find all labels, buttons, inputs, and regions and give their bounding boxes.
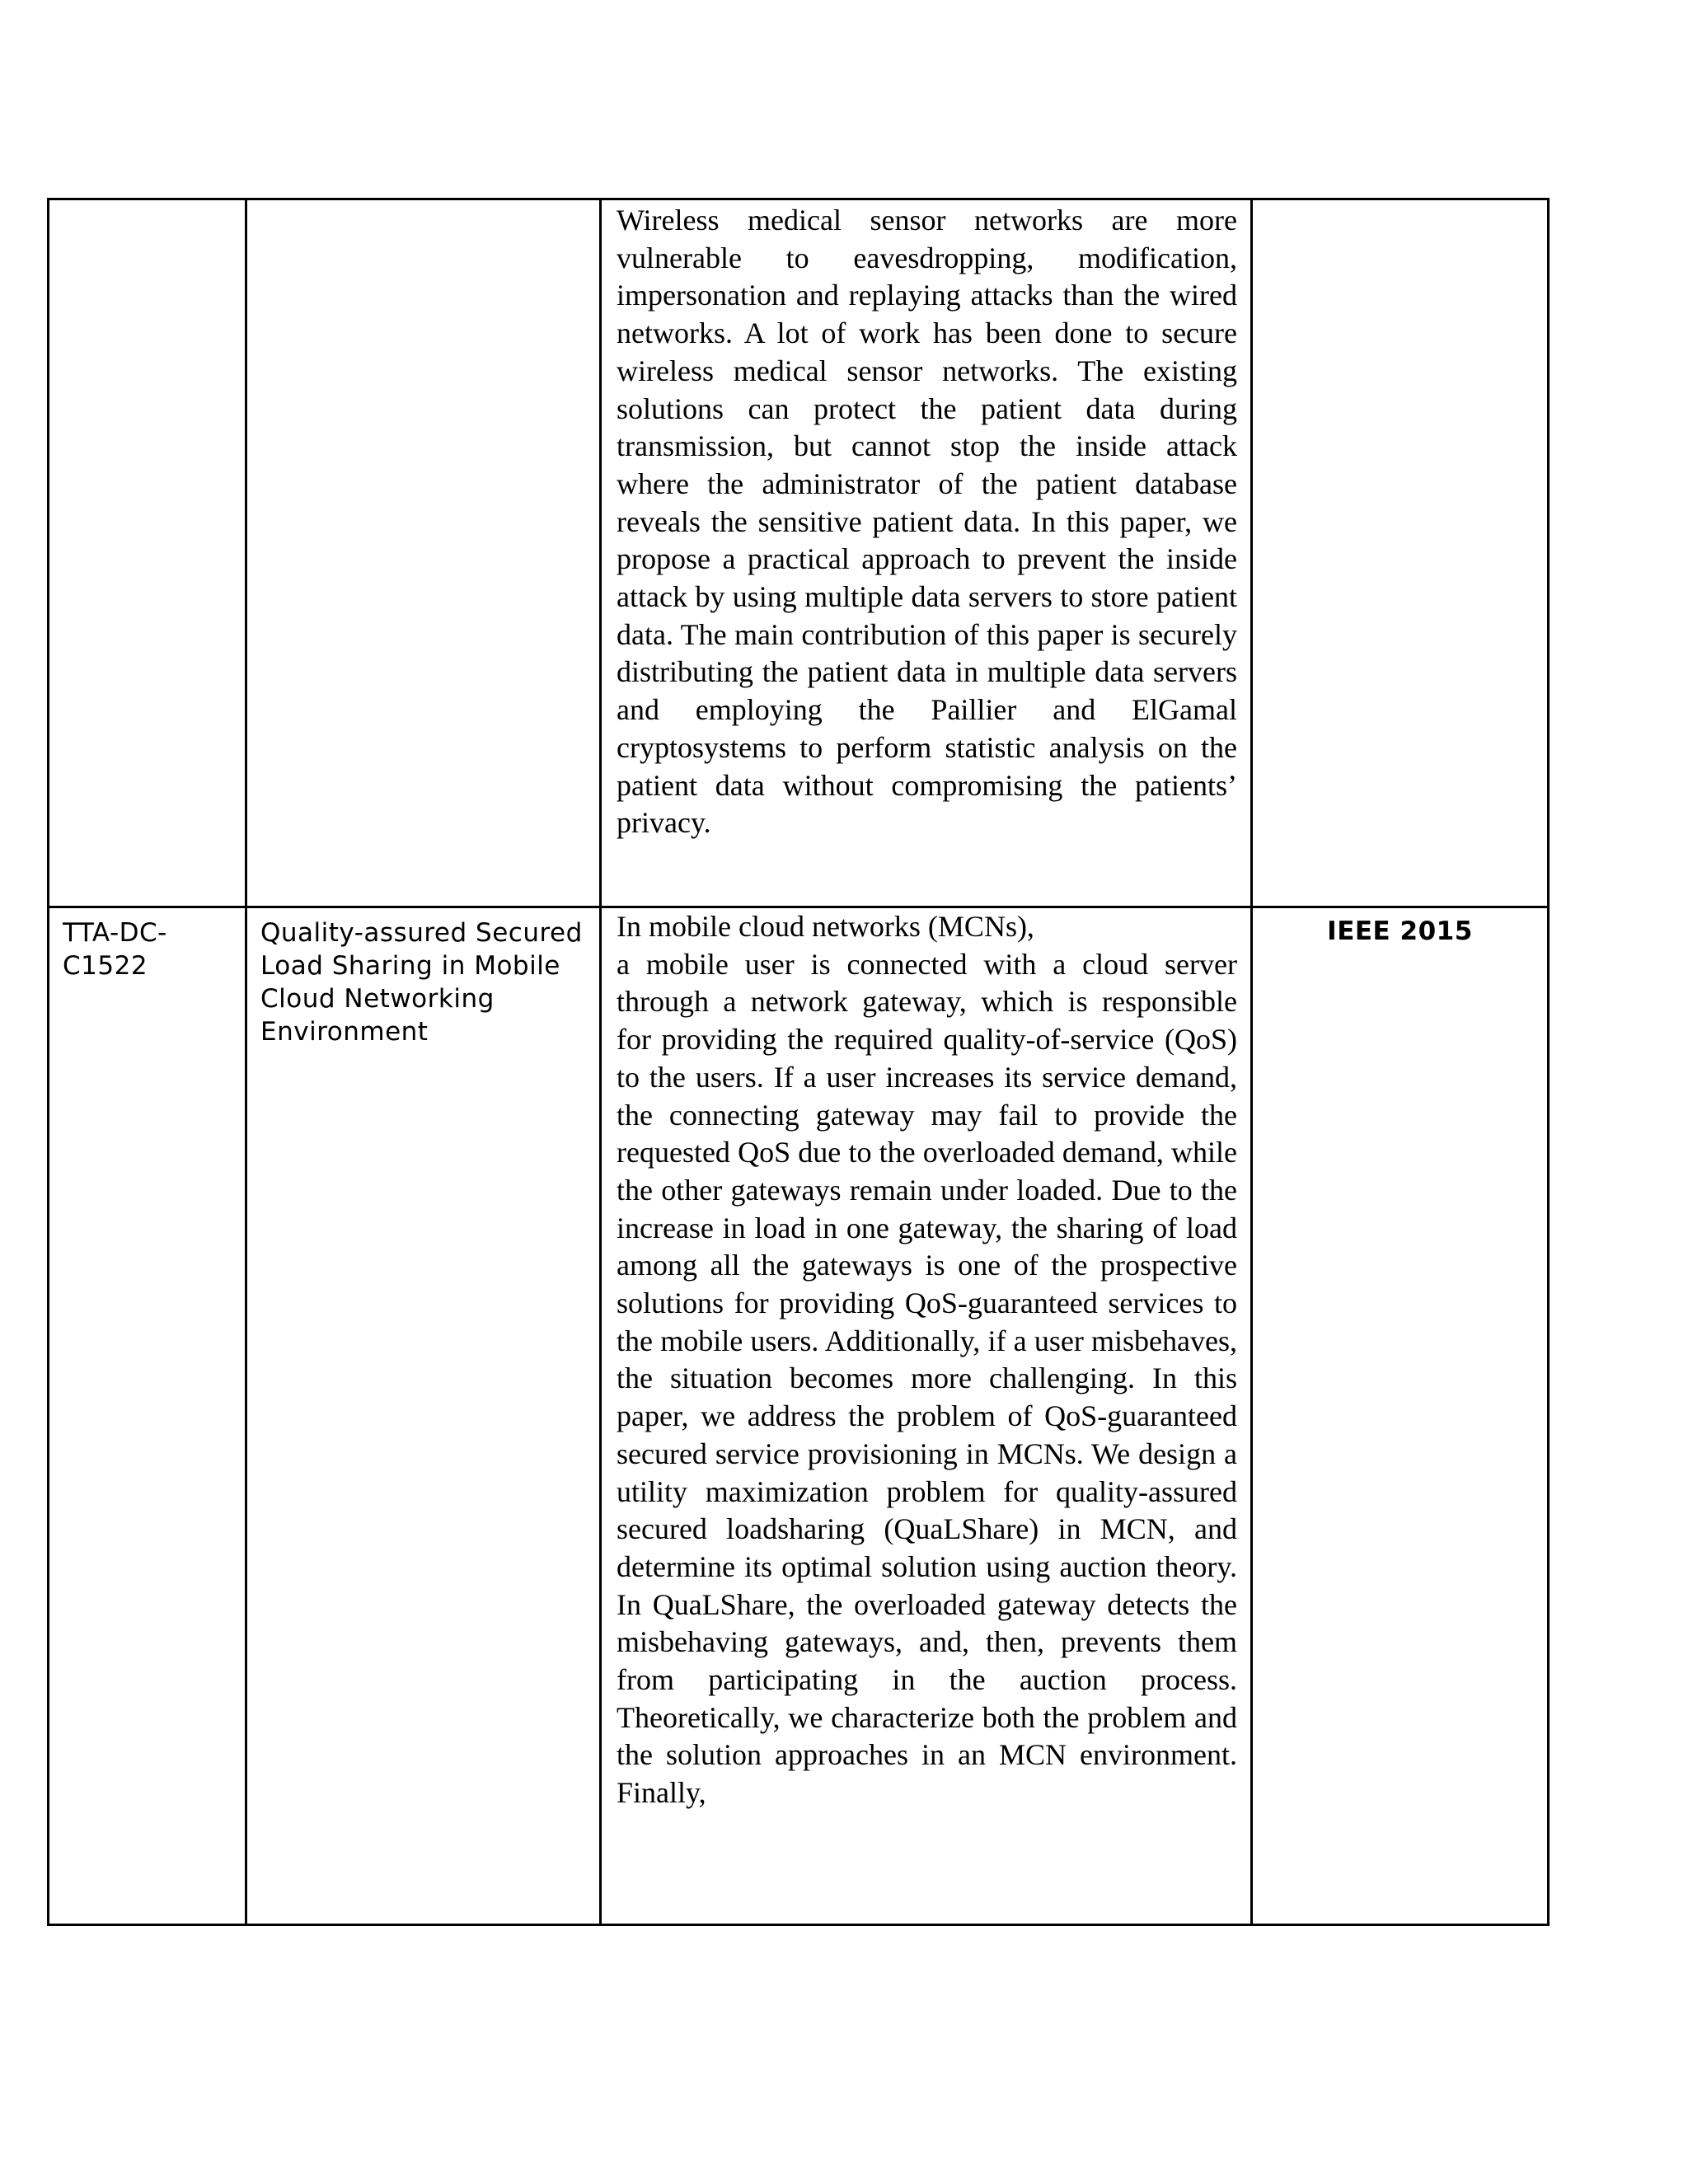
table-row (49, 199, 1549, 907)
title-cell (246, 907, 601, 1925)
abstract-cell (601, 199, 1252, 907)
project-title: Quality-assured Secured Load Sharing in Mobile Cloud Networking Environment (260, 918, 583, 1047)
table-row (49, 907, 1549, 1925)
project-year: IEEE 2015 (1327, 916, 1473, 946)
code-cell (49, 907, 246, 1925)
project-abstract: a mobile user is connected with a cloud server through a network gateway, which is responsible for providing the required quality-of-service (QoS) to the users. If a user increases its service demand, the connecting gateway may fail to provide the requested QoS due to the overloaded demand, while the other gateways remain under loaded. Due to the increase in load in one gateway, the sharing of load among all the gateways is one of the prospective solutions for providing QoS-guaranteed services to the mobile users. Additionally, if a user misbehaves, the situation becomes more challenging. In this paper, we address the problem of QoS-guaranteed secured service provisioning in MCNs. We design a utility maximization problem for quality-assured secured loadsharing (QuaLShare) in MCN, and determine its optimal solution using auction theory. In QuaLShare, the overloaded gateway detects the misbehaving gateways, and, then, prevents them from participating in the auction process. Theoretically, we characterize both the problem and the solution approaches in an MCN environment. Finally, (617, 947, 1237, 1810)
project-table (47, 198, 1550, 1926)
project-abstract-intro: In mobile cloud networks (MCNs), (617, 910, 1034, 943)
code-cell (49, 199, 246, 907)
project-code: TTA-DC-C1522 (63, 918, 167, 981)
year-cell (1252, 199, 1549, 907)
title-cell (246, 199, 601, 907)
project-year (1253, 200, 1547, 209)
year-cell (1252, 907, 1549, 1925)
abstract-cell (601, 907, 1252, 1925)
project-code (49, 200, 245, 209)
project-title (247, 200, 599, 209)
project-abstract: Wireless medical sensor networks are more vulnerable to eavesdropping, modification, impersonation and replaying attacks than the wired networks. A lot of work has been done to secure wireless medical sensor networks. The existing solutions can protect the patient data during transmission, but cannot stop the inside attack where the administrator of the patient database reveals the sensitive patient data. In this paper, we propose a practical approach to prevent the inside attack by using multiple data servers to store patient data. The main contribution of this paper is securely distributing the patient data in multiple data servers and employing the Paillier and ElGamal cryptosystems to perform statistic analysis on the patient data without compromising the patients’ privacy. (617, 204, 1237, 840)
